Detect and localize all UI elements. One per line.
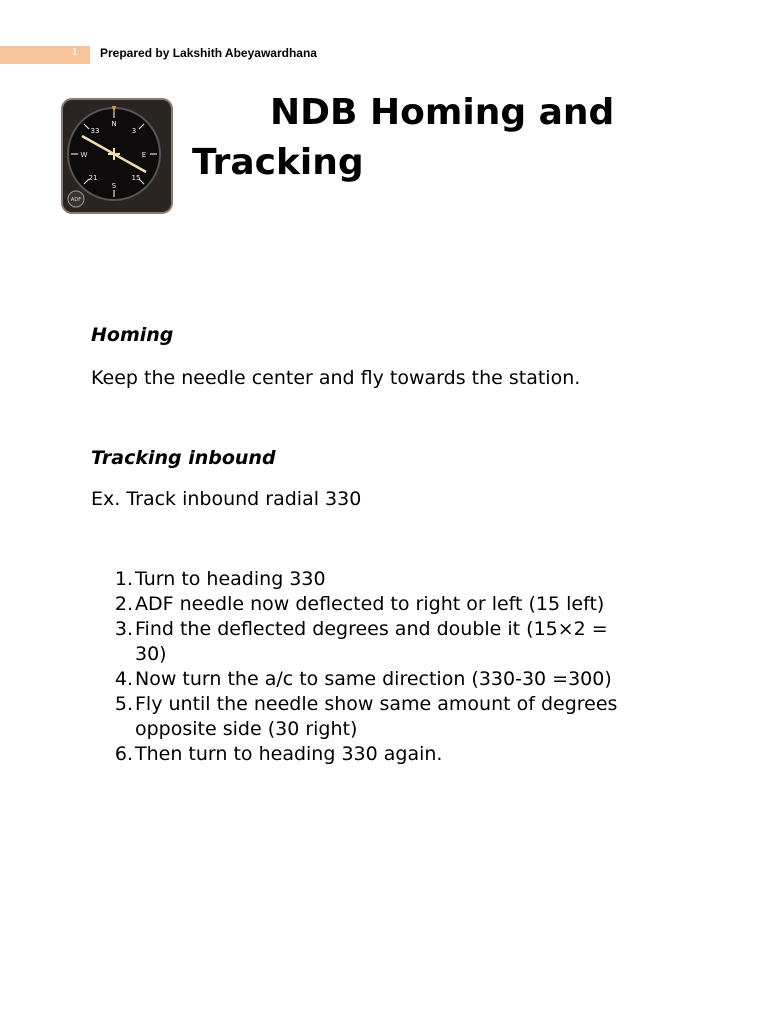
step-text: Turn to heading 330 — [135, 568, 326, 590]
step-number: 2. — [114, 593, 133, 615]
step-text-continued: 30) — [135, 643, 167, 665]
step-item — [114, 567, 695, 592]
step-number: 3. — [114, 618, 133, 640]
step-item — [114, 667, 695, 692]
step-item — [114, 742, 695, 767]
title-line-2: Tracking — [192, 142, 364, 183]
step-item — [114, 617, 695, 667]
step-number: 4. — [114, 668, 133, 690]
homing-text: Keep the needle center and fly towards the station. — [91, 367, 581, 389]
tracking-example: Ex. Track inbound radial 330 — [91, 488, 362, 510]
svg-text:3: 3 — [131, 127, 137, 135]
title-line-1: NDB Homing and — [270, 92, 615, 133]
step-number: 1. — [114, 568, 133, 590]
prepared-by-text: Prepared by Lakshith Abeyawardhana — [100, 46, 317, 60]
step-text-continued: opposite side (30 right) — [135, 718, 358, 740]
svg-text:S: S — [111, 182, 117, 190]
step-text: Then turn to heading 330 again. — [135, 743, 443, 765]
svg-text:15: 15 — [131, 174, 141, 182]
adf-instrument-image — [58, 96, 176, 216]
tracking-steps-list — [114, 567, 695, 767]
svg-text:33: 33 — [90, 127, 100, 135]
step-number: 6. — [114, 743, 133, 765]
tracking-heading: Tracking inbound — [91, 447, 276, 469]
step-item — [114, 692, 695, 742]
step-text: Find the deflected degrees and double it (15×2 = — [135, 618, 608, 640]
svg-text:21: 21 — [88, 174, 98, 182]
homing-heading: Homing — [91, 324, 174, 346]
svg-text:W: W — [80, 151, 88, 159]
svg-text:E: E — [141, 151, 147, 159]
step-number: 5. — [114, 693, 133, 715]
step-text: ADF needle now deflected to right or left (15 left) — [135, 593, 605, 615]
step-text: Fly until the needle show same amount of degrees — [135, 693, 618, 715]
page-title — [192, 88, 642, 188]
svg-text:N: N — [111, 120, 117, 128]
instrument-badge: ADF — [70, 197, 82, 203]
step-item — [114, 592, 695, 617]
page-number: 1 — [72, 47, 78, 58]
step-text: Now turn the a/c to same direction (330-30 =300) — [135, 668, 612, 690]
